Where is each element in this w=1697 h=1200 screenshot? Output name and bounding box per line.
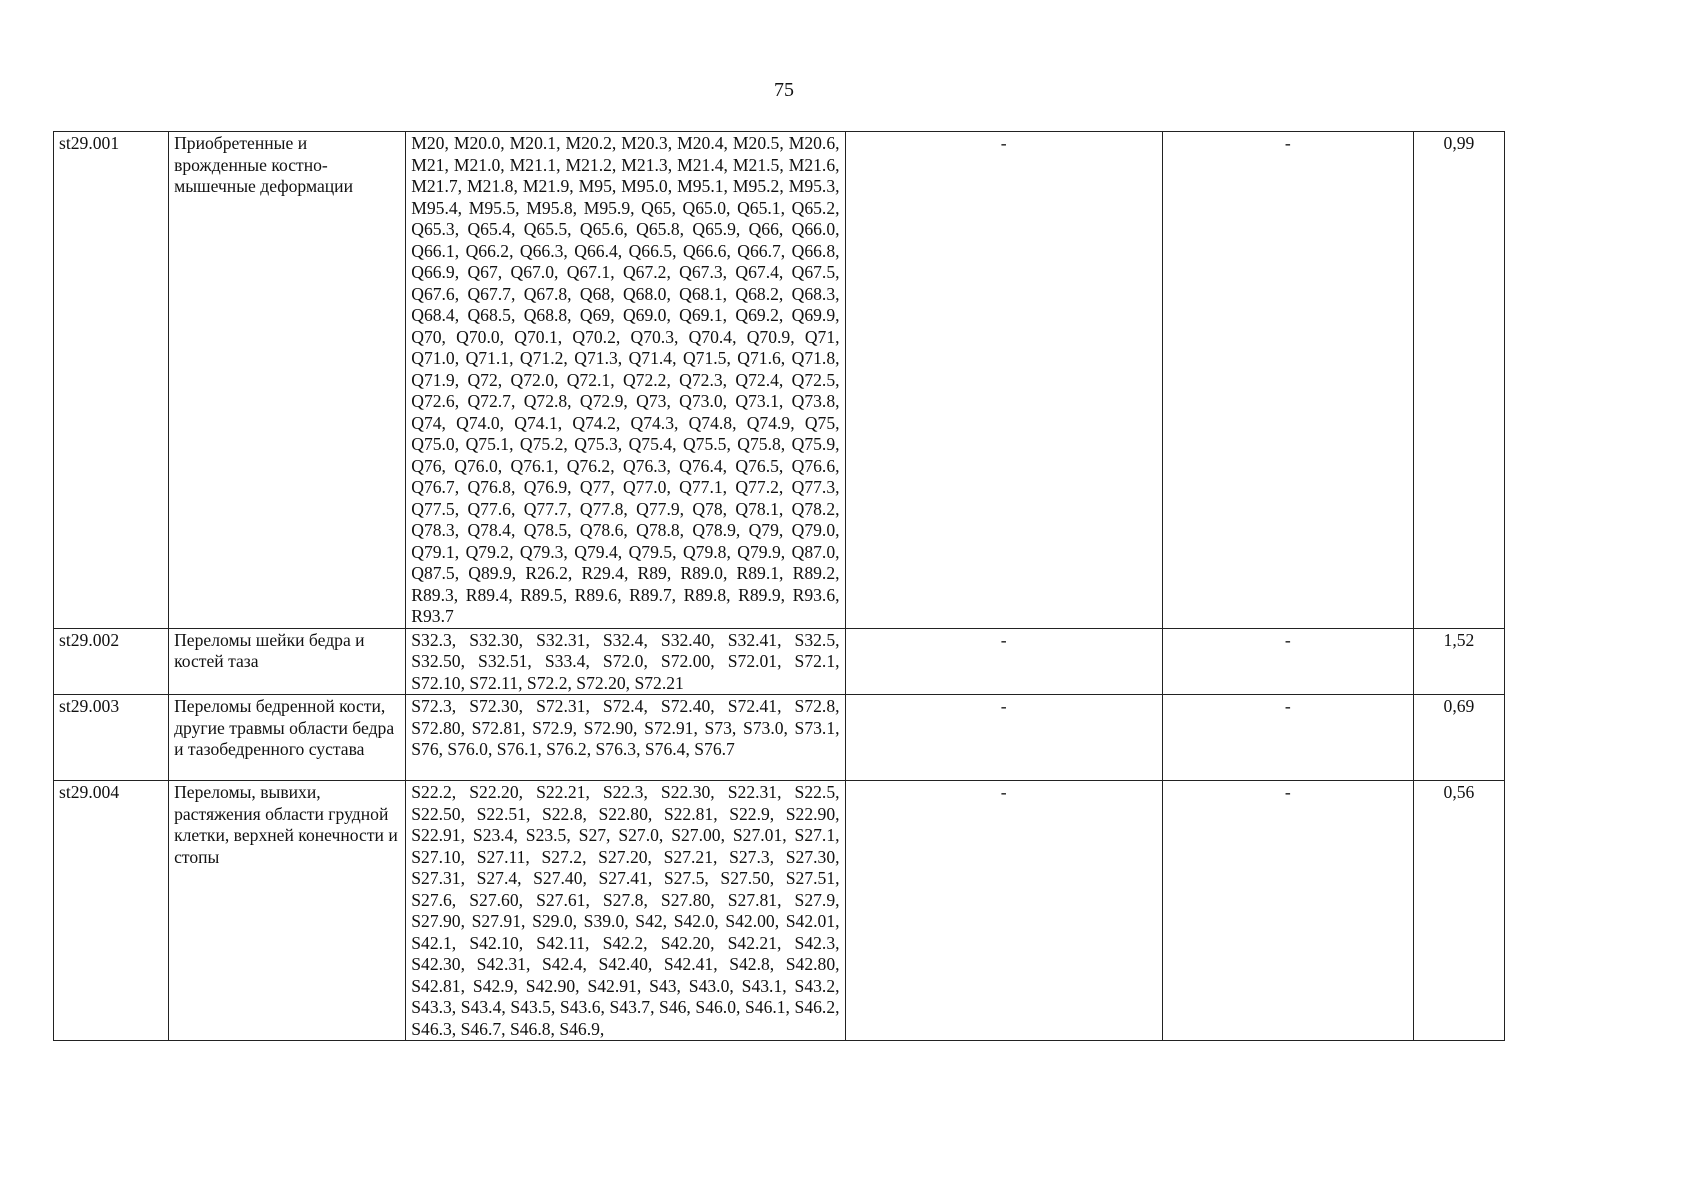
row-coefficient: 0,56 [1413,781,1504,1041]
row-col-a: - [845,695,1162,781]
row-name: Переломы бедренной кости, другие травмы области бедра и тазобедренного сустава [169,695,406,781]
row-col-b: - [1162,781,1413,1041]
row-col-b: - [1162,628,1413,695]
row-code: st29.003 [54,695,169,781]
row-code: st29.001 [54,132,169,629]
row-name: Приобретенные и врожденные костно-мышечные деформации [169,132,406,629]
row-code: st29.004 [54,781,169,1041]
row-coefficient: 0,69 [1413,695,1504,781]
table-row [54,628,1505,695]
row-name: Переломы шейки бедра и костей таза [169,628,406,695]
row-coefficient: 0,99 [1413,132,1504,629]
row-code: st29.002 [54,628,169,695]
row-icd-codes: S32.3, S32.30, S32.31, S32.4, S32.40, S32.41, S32.5, S32.50, S32.51, S33.4, S72.0, S72.00, S72.01, S72.1, S72.10, S72.11, S72.2, S72.20, S72.21 [406,628,845,695]
row-name: Переломы, вывихи, растяжения области грудной клетки, верхней конечности и стопы [169,781,406,1041]
row-col-b: - [1162,695,1413,781]
row-col-b: - [1162,132,1413,629]
table-row [54,132,1505,629]
row-icd-codes: S72.3, S72.30, S72.31, S72.4, S72.40, S72.41, S72.8, S72.80, S72.81, S72.9, S72.90, S72.91, S73, S73.0, S73.1, S76, S76.0, S76.1, S76.2, S76.3, S76.4, S76.7 [406,695,845,781]
row-col-a: - [845,628,1162,695]
tariff-table [53,131,1505,1041]
row-coefficient: 1,52 [1413,628,1504,695]
row-col-a: - [845,781,1162,1041]
row-icd-codes: M20, M20.0, M20.1, M20.2, M20.3, M20.4, M20.5, M20.6, M21, M21.0, M21.1, M21.2, M21.3, M21.4, M21.5, M21.6, M21.7, M21.8, M21.9, M95, M95.0, M95.1, M95.2, M95.3, M95.4, M95.5, M95.8, M95.9, Q65, Q65.0, Q65.1, Q65.2, Q65.3, Q65.4, Q65.5, Q65.6, Q65.8, Q65.9, Q66, Q66.0, Q66.1, Q66.2, Q66.3, Q66.4, Q66.5, Q66.6, Q66.7, Q66.8, Q66.9, Q67, Q67.0, Q67.1, Q67.2, Q67.3, Q67.4, Q67.5, Q67.6, Q67.7, Q67.8, Q68, Q68.0, Q68.1, Q68.2, Q68.3, Q68.4, Q68.5, Q68.8, Q69, Q69.0, Q69.1, Q69.2, Q69.9, Q70, Q70.0, Q70.1, Q70.2, Q70.3, Q70.4, Q70.9, Q71, Q71.0, Q71.1, Q71.2, Q71.3, Q71.4, Q71.5, Q71.6, Q71.8, Q71.9, Q72, Q72.0, Q72.1, Q72.2, Q72.3, Q72.4, Q72.5, Q72.6, Q72.7, Q72.8, Q72.9, Q73, Q73.0, Q73.1, Q73.8, Q74, Q74.0, Q74.1, Q74.2, Q74.3, Q74.8, Q74.9, Q75, Q75.0, Q75.1, Q75.2, Q75.3, Q75.4, Q75.5, Q75.8, Q75.9, Q76, Q76.0, Q76.1, Q76.2, Q76.3, Q76.4, Q76.5, Q76.6, Q76.7, Q76.8, Q76.9, Q77, Q77.0, Q77.1, Q77.2, Q77.3, Q77.5, Q77.6, Q77.7, Q77.8, Q77.9, Q78, Q78.1, Q78.2, Q78.3, Q78.4, Q78.5, Q78.6, Q78.8, Q78.9, Q79, Q79.0, Q79.1, Q79.2, Q79.3, Q79.4, Q79.5, Q79.8, Q79.9, Q87.0, Q87.5, Q89.9, R26.2, R29.4, R89, R89.0, R89.1, R89.2, R89.3, R89.4, R89.5, R89.6, R89.7, R89.8, R89.9, R93.6, R93.7 [406,132,845,629]
row-col-a: - [845,132,1162,629]
table-row [54,781,1505,1041]
page-number: 75 [774,79,794,101]
row-icd-codes: S22.2, S22.20, S22.21, S22.3, S22.30, S22.31, S22.5, S22.50, S22.51, S22.8, S22.80, S22.81, S22.9, S22.90, S22.91, S23.4, S23.5, S27, S27.0, S27.00, S27.01, S27.1, S27.10, S27.11, S27.2, S27.20, S27.21, S27.3, S27.30, S27.31, S27.4, S27.40, S27.41, S27.5, S27.50, S27.51, S27.6, S27.60, S27.61, S27.8, S27.80, S27.81, S27.9, S27.90, S27.91, S29.0, S39.0, S42, S42.0, S42.00, S42.01, S42.1, S42.10, S42.11, S42.2, S42.20, S42.21, S42.3, S42.30, S42.31, S42.4, S42.40, S42.41, S42.8, S42.80, S42.81, S42.9, S42.90, S42.91, S43, S43.0, S43.1, S43.2, S43.3, S43.4, S43.5, S43.6, S43.7, S46, S46.0, S46.1, S46.2, S46.3, S46.7, S46.8, S46.9, [406,781,845,1041]
table-row [54,695,1505,781]
